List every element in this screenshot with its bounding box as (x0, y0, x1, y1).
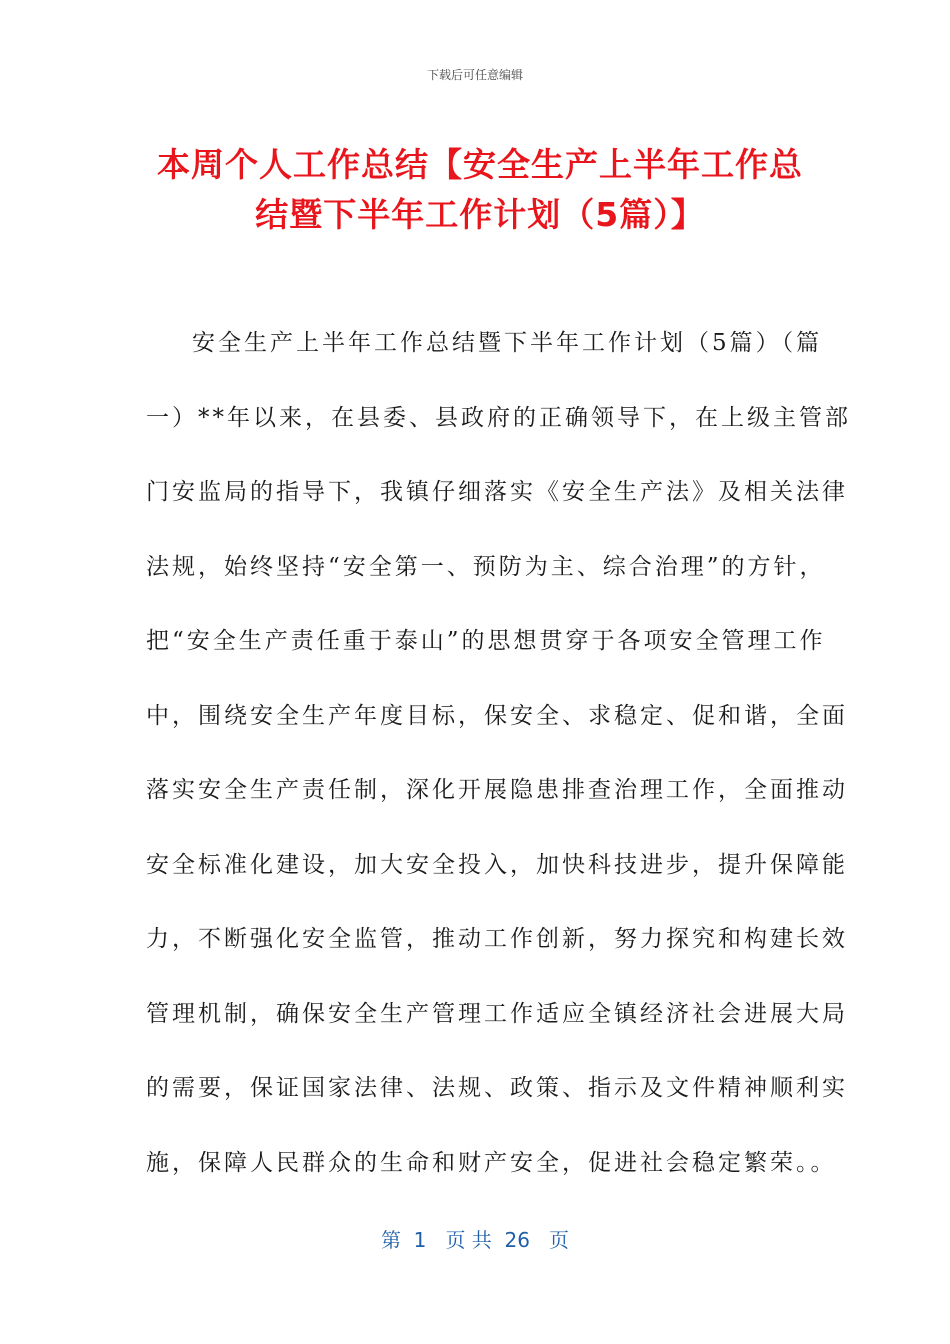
header-note: 下载后可任意编辑 (426, 68, 523, 82)
title-line-2: 结暨下半年工作计划（5篇）】 (255, 195, 705, 234)
body-line: 把“安全生产责任重于泰山”的思想贯穿于各项安全管理工作 (146, 628, 826, 654)
body-line: 施，保障人民群众的生命和财产安全，促进社会稳定繁荣。。 (146, 1149, 837, 1176)
body-line: 法规，始终坚持“安全第一、预防为主、综合治理”的方针， (146, 553, 826, 580)
body-line: 安全生产上半年工作总结暨下半年工作计划（5篇）（篇 (192, 330, 823, 356)
page-footer: 第 1 页 共 26 页 (380, 1228, 570, 1252)
body-line: 一）**年以来，在县委、县政府的正确领导下，在上级主管部 (146, 404, 851, 431)
body-line: 的需要，保证国家法律、法规、政策、指示及文件精神顺利实 (146, 1075, 848, 1101)
document-title (140, 140, 820, 240)
title-line-1: 本周个人工作总结【安全生产上半年工作总 (157, 145, 803, 184)
body-line: 管理机制，确保安全生产管理工作适应全镇经济社会进展大局 (146, 1000, 848, 1027)
body-line: 安全标准化建设，加大安全投入，加快科技进步，提升保障能 (146, 851, 848, 878)
body-line: 中，围绕安全生产年度目标，保安全、求稳定、促和谐，全面 (146, 702, 848, 729)
body-line: 门安监局的指导下，我镇仔细落实《安全生产法》及相关法律 (146, 479, 848, 505)
body-line: 力，不断强化安全监管，推动工作创新，努力探究和构建长效 (146, 926, 848, 952)
body-paragraph (146, 318, 851, 1212)
body-line: 落实安全生产责任制，深化开展隐患排查治理工作，全面推动 (146, 777, 848, 803)
